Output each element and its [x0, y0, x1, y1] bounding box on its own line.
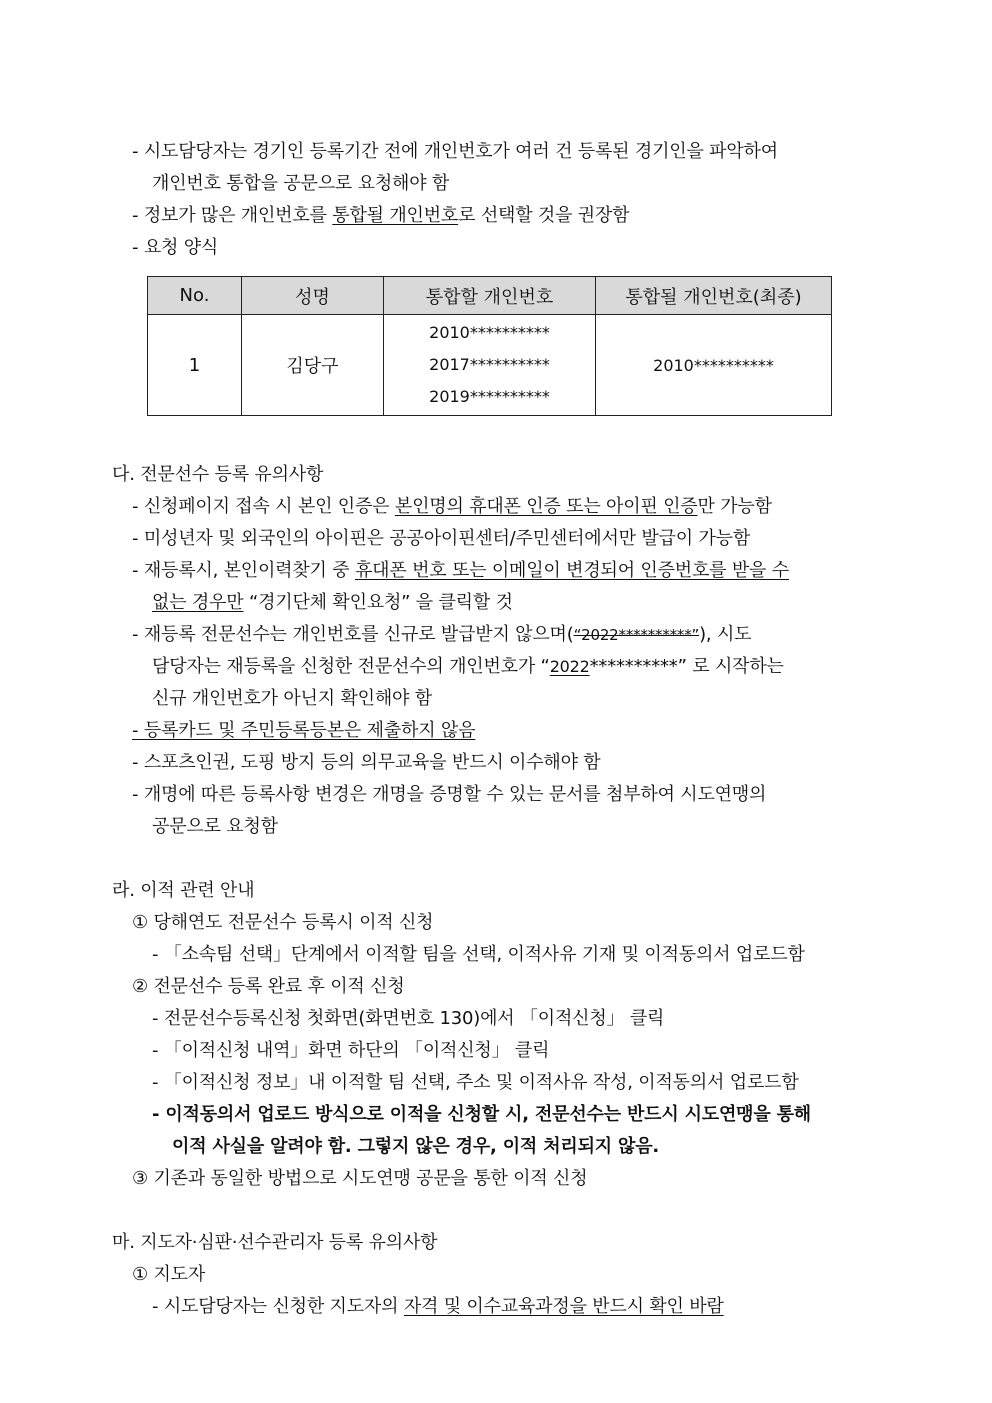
da-line-3-a: - 재등록시, 본인이력찾기 중 — [132, 560, 355, 581]
ra-step-2-a: - 전문선수등록신청 첫화면(화면번호 130)에서 「이적신청」 클릭 — [152, 1008, 665, 1029]
ra-step-2-d: - 이적동의서 업로드 방식으로 이적을 신청할 시, 전문선수는 반드시 시도연맹을 통해 — [152, 1104, 811, 1125]
request-form-table — [147, 276, 832, 416]
da-line-5 — [132, 622, 751, 648]
ra-step-2-e: 이적 사실을 알려야 함. 그렇지 않은 경우, 이적 처리되지 않음. — [172, 1136, 660, 1157]
ra-step-2-c: - 「이적신청 정보」내 이적할 팀 선택, 주소 및 이적사유 작성, 이적동의서 업로드함 — [152, 1072, 799, 1093]
cell-final-id: 2010********** — [596, 315, 832, 416]
ma-step-1-detail — [152, 1294, 724, 1320]
header-merge-ids: 통합할 개인번호 — [384, 277, 596, 315]
header-final-id: 통합될 개인번호(최종) — [596, 277, 832, 315]
da-line-4 — [152, 590, 513, 616]
intro-line-3-a: - 정보가 많은 개인번호를 — [132, 205, 333, 226]
da-line-1-emphasis: 본인명의 휴대폰 인증 또는 아이핀 인증 — [394, 496, 698, 517]
da-line-5-a: - 재등록 전문선수는 개인번호를 신규로 발급받지 않으며( — [132, 624, 574, 645]
table-row — [148, 315, 832, 416]
da-line-1-c: 만 가능함 — [697, 496, 772, 517]
intro-line-1: - 시도담당자는 경기인 등록기간 전에 개인번호가 여러 건 등록된 경기인을 파악하여 — [132, 141, 778, 162]
ra-step-1-detail: - 「소속팀 선택」단계에서 이적할 팀을 선택, 이적사유 기재 및 이적동의서 업로드함 — [152, 944, 805, 965]
intro-line-3 — [132, 203, 629, 229]
merge-id-2: 2017********** — [429, 355, 550, 374]
ra-step-2: ② 전문선수 등록 완료 후 이적 신청 — [132, 976, 405, 997]
da-line-6-a: 담당자는 재등록을 신청한 전문선수의 개인번호가 “ — [152, 656, 550, 677]
da-line-4-emphasis: 없는 경우만 — [152, 592, 244, 613]
da-line-5-c: ), 시도 — [699, 624, 752, 645]
section-ma-title: 마. 지도자·심판·선수관리자 등록 유의사항 — [112, 1232, 438, 1253]
ma-step-1-a: - 시도담당자는 신청한 지도자의 — [152, 1296, 404, 1317]
intro-line-3-emphasis: 통합될 개인번호 — [332, 205, 459, 226]
ra-step-3: ③ 기존과 동일한 방법으로 시도연맹 공문을 통한 이적 신청 — [132, 1168, 588, 1189]
cell-no: 1 — [148, 315, 242, 416]
header-no: No. — [148, 277, 242, 315]
da-line-6 — [152, 654, 784, 680]
table-header-row — [148, 277, 832, 315]
da-line-3 — [132, 558, 789, 584]
da-line-6-emphasis: 2022 — [549, 657, 590, 676]
cell-name: 김당구 — [242, 315, 384, 416]
da-line-3-emphasis: 휴대폰 번호 또는 이메일이 변경되어 인증번호를 받을 수 — [354, 560, 789, 581]
header-name: 성명 — [242, 277, 384, 315]
da-line-2: - 미성년자 및 외국인의 아이핀은 공공아이핀센터/주민센터에서만 발급이 가능함 — [132, 528, 751, 549]
intro-line-2: 개인번호 통합을 공문으로 요청해야 함 — [152, 173, 450, 194]
da-line-6-c: **********” 로 시작하는 — [589, 656, 784, 677]
da-line-9: - 스포츠인권, 도핑 방지 등의 의무교육을 반드시 이수해야 함 — [132, 752, 601, 773]
intro-line-4: - 요청 양식 — [132, 237, 219, 258]
da-line-1 — [132, 494, 772, 520]
intro-line-3-c: 로 선택할 것을 권장함 — [458, 205, 630, 226]
ma-step-1: ① 지도자 — [132, 1264, 206, 1285]
da-line-8: - 등록카드 및 주민등록등본은 제출하지 않음 — [132, 720, 476, 741]
da-line-1-a: - 신청페이지 접속 시 본인 인증은 — [132, 496, 395, 517]
da-line-10: - 개명에 따른 등록사항 변경은 개명을 증명할 수 있는 문서를 첨부하여 시도연맹의 — [132, 784, 767, 805]
section-ra-title: 라. 이적 관련 안내 — [112, 880, 255, 901]
section-da-title: 다. 전문선수 등록 유의사항 — [112, 464, 324, 485]
da-line-11: 공문으로 요청함 — [152, 816, 278, 837]
da-line-5-strike: “2022**********” — [573, 626, 700, 644]
ra-step-2-b: - 「이적신청 내역」화면 하단의 「이적신청」 클릭 — [152, 1040, 550, 1061]
merge-id-1: 2010********** — [429, 323, 550, 342]
da-line-7: 신규 개인번호가 아닌지 확인해야 함 — [152, 688, 432, 709]
cell-merge-ids — [384, 315, 596, 416]
da-line-4-b: “경기단체 확인요청” 을 클릭할 것 — [243, 592, 513, 613]
ma-step-1-emphasis: 자격 및 이수교육과정을 반드시 확인 바람 — [403, 1296, 724, 1317]
ra-step-1: ① 당해연도 전문선수 등록시 이적 신청 — [132, 912, 434, 933]
merge-id-3: 2019********** — [429, 387, 550, 406]
